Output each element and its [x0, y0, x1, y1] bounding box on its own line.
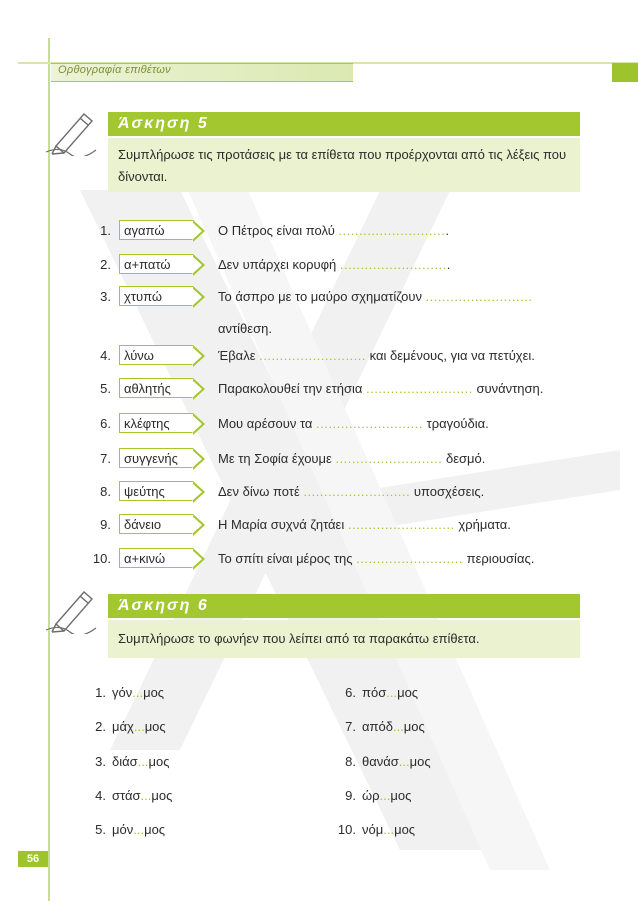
arrow-inner — [192, 288, 202, 306]
sentence-after: περιουσίας. — [463, 551, 535, 566]
item-number: 4. — [100, 348, 111, 363]
given-word: ψεύτης — [119, 481, 193, 501]
missing-vowel-blank[interactable]: ... — [386, 685, 398, 700]
sentence-after: και δεμένους, για να πετύχει. — [366, 348, 535, 363]
answer-blank[interactable]: .......................... — [303, 484, 411, 499]
exercise-5-title: Άσκηση 5 — [108, 112, 580, 136]
item-number: 10. — [92, 551, 111, 566]
word-end: μος — [148, 754, 170, 769]
word-start: γόν — [112, 685, 133, 700]
exercise-6-item-left — [84, 820, 165, 840]
arrow-inner — [192, 256, 202, 274]
exercise-5-item — [84, 345, 604, 367]
word-start: ώρ — [362, 788, 380, 803]
arrow-inner — [192, 222, 202, 240]
item-number: 3. — [100, 289, 111, 304]
page-number: 56 — [18, 851, 48, 867]
answer-blank[interactable]: .......................... — [339, 257, 447, 272]
sentence-before: Το άσπρο με το μαύρο σχηματίζουν — [218, 289, 426, 304]
item-number: 7. — [100, 451, 111, 466]
given-word: λύνω — [119, 345, 193, 365]
sentence-after: δεσμό. — [442, 451, 486, 466]
sentence — [218, 345, 535, 367]
item-number: 1. — [100, 223, 111, 238]
sentence — [218, 220, 449, 242]
sentence-before: Παρακολουθεί την ετήσια — [218, 381, 366, 396]
sentence-after: . — [446, 257, 451, 272]
word-start: πόσ — [362, 685, 387, 700]
sentence-after: χρήματα. — [454, 517, 511, 532]
exercise-5-item — [84, 448, 604, 470]
item-number: 6. — [345, 685, 356, 700]
missing-vowel-blank[interactable]: ... — [132, 685, 144, 700]
missing-vowel-blank[interactable]: ... — [398, 754, 410, 769]
item-number: 2. — [95, 719, 106, 734]
item-number: 1. — [95, 685, 106, 700]
word-end: μος — [390, 788, 412, 803]
sentence-after: υποσχέσεις. — [410, 484, 485, 499]
arrow-inner — [192, 347, 202, 365]
answer-blank[interactable]: .......................... — [356, 551, 464, 566]
exercise-5-item — [84, 548, 604, 570]
missing-vowel-blank[interactable]: ... — [379, 788, 391, 803]
item-number: 9. — [100, 517, 111, 532]
word-end: μος — [143, 685, 165, 700]
exercise-6-item-right — [334, 752, 431, 772]
word-end: μος — [409, 754, 431, 769]
arrow-inner — [192, 415, 202, 433]
exercise-5-instruction: Συμπλήρωσε τις προτάσεις με τα επίθετα που προέρχονται από τις λέξεις που δίνονται. — [108, 138, 580, 192]
pencil-icon — [44, 586, 98, 634]
arrow-inner — [192, 483, 202, 501]
answer-blank[interactable]: .......................... — [365, 381, 473, 396]
word-start: θανάσ — [362, 754, 399, 769]
exercise-5-item — [84, 481, 604, 503]
sentence-before: Έβαλε — [218, 348, 260, 363]
word-start: απόδ — [362, 719, 393, 734]
arrow-inner — [192, 516, 202, 534]
sentence-after: συνάντηση. — [472, 381, 544, 396]
sentence-before: Μου αρέσουν τα — [218, 416, 317, 431]
exercise-6-title: Άσκηση 6 — [108, 594, 580, 618]
exercise-6-item-right — [334, 717, 425, 737]
exercise-5-item — [84, 413, 604, 435]
exercise-5-item — [84, 378, 604, 400]
sentence-after: . — [445, 223, 449, 238]
sentence — [218, 481, 484, 503]
word-start: νόμ — [362, 822, 384, 837]
item-number: 5. — [95, 822, 106, 837]
item-number: 4. — [95, 788, 106, 803]
sentence — [218, 548, 534, 570]
sentence-before: Δεν υπάρχει κορυφή — [218, 257, 340, 272]
answer-blank[interactable]: .......................... — [259, 348, 367, 363]
sentence-before: Η Μαρία συχνά ζητάει — [218, 517, 348, 532]
arrow-inner — [192, 450, 202, 468]
exercise-6-instruction: Συμπλήρωσε το φωνήεν που λείπει από τα παρακάτω επίθετα. — [108, 620, 580, 658]
given-word: αγαπώ — [119, 220, 193, 240]
missing-vowel-blank[interactable]: ... — [137, 754, 149, 769]
missing-vowel-blank[interactable]: ... — [133, 822, 145, 837]
sentence-before: Ο Πέτρος είναι πολύ — [218, 223, 339, 238]
item-number: 8. — [100, 484, 111, 499]
item-number: 10. — [337, 822, 356, 837]
word-start: στάσ — [112, 788, 141, 803]
answer-blank[interactable]: .......................... — [335, 451, 443, 466]
missing-vowel-blank[interactable]: ... — [140, 788, 152, 803]
section-title: Ορθογραφία επιθέτων — [58, 64, 171, 76]
word-start: μόν — [112, 822, 134, 837]
word-end: μος — [144, 719, 166, 734]
answer-blank[interactable]: .......................... — [338, 223, 446, 238]
sentence-before: Με τη Σοφία έχουμε — [218, 451, 336, 466]
exercise-6-item-left — [84, 752, 170, 772]
word-end: μος — [403, 719, 425, 734]
missing-vowel-blank[interactable]: ... — [133, 719, 145, 734]
given-word: δάνειο — [119, 514, 193, 534]
answer-blank[interactable]: .......................... — [347, 517, 455, 532]
given-word: χτυπώ — [119, 286, 193, 306]
exercise-5-item — [84, 286, 604, 336]
word-end: μος — [394, 822, 416, 837]
exercise-6-item-left — [84, 786, 172, 806]
item-number: 5. — [100, 381, 111, 396]
missing-vowel-blank[interactable]: ... — [392, 719, 404, 734]
word-end: μος — [144, 822, 166, 837]
sentence — [218, 514, 511, 536]
missing-vowel-blank[interactable]: ... — [383, 822, 395, 837]
word-end: μος — [397, 685, 419, 700]
sentence-before: Δεν δίνω ποτέ — [218, 484, 304, 499]
page-frame-vertical — [48, 38, 50, 901]
header-tab — [612, 63, 638, 82]
item-number: 3. — [95, 754, 106, 769]
exercise-6-item-right — [334, 820, 415, 840]
pencil-icon — [44, 108, 98, 156]
exercise-6-item-left — [84, 683, 164, 703]
sentence-continuation: αντίθεση. — [218, 321, 272, 336]
exercise-5-item — [84, 514, 604, 536]
sentence-after: τραγούδια. — [422, 416, 489, 431]
given-word: συγγενής — [119, 448, 193, 468]
item-number: 9. — [345, 788, 356, 803]
sentence-before: Το σπίτι είναι μέρος της — [218, 551, 357, 566]
exercise-6-item-right — [334, 786, 411, 806]
answer-blank[interactable]: .......................... — [316, 416, 423, 431]
item-number: 6. — [100, 416, 111, 431]
exercise-6-item-right — [334, 683, 418, 703]
item-number: 2. — [100, 257, 111, 272]
exercise-5-item — [84, 220, 604, 242]
arrow-inner — [192, 550, 202, 568]
sentence — [218, 286, 532, 340]
word-start: μάχ — [112, 719, 134, 734]
sentence — [218, 413, 489, 435]
exercise-5-item — [84, 254, 604, 276]
sentence — [218, 448, 485, 470]
sentence — [218, 254, 450, 276]
word-start: διάσ — [112, 754, 138, 769]
exercise-6-item-left — [84, 717, 166, 737]
item-number: 7. — [345, 719, 356, 734]
arrow-inner — [192, 380, 202, 398]
given-word: α+πατώ — [119, 254, 193, 274]
answer-blank[interactable]: .......................... — [425, 289, 533, 304]
word-end: μος — [151, 788, 173, 803]
item-number: 8. — [345, 754, 356, 769]
given-word: κλέφτης — [119, 413, 193, 433]
sentence — [218, 378, 543, 400]
given-word: α+κινώ — [119, 548, 193, 568]
given-word: αθλητής — [119, 378, 193, 398]
